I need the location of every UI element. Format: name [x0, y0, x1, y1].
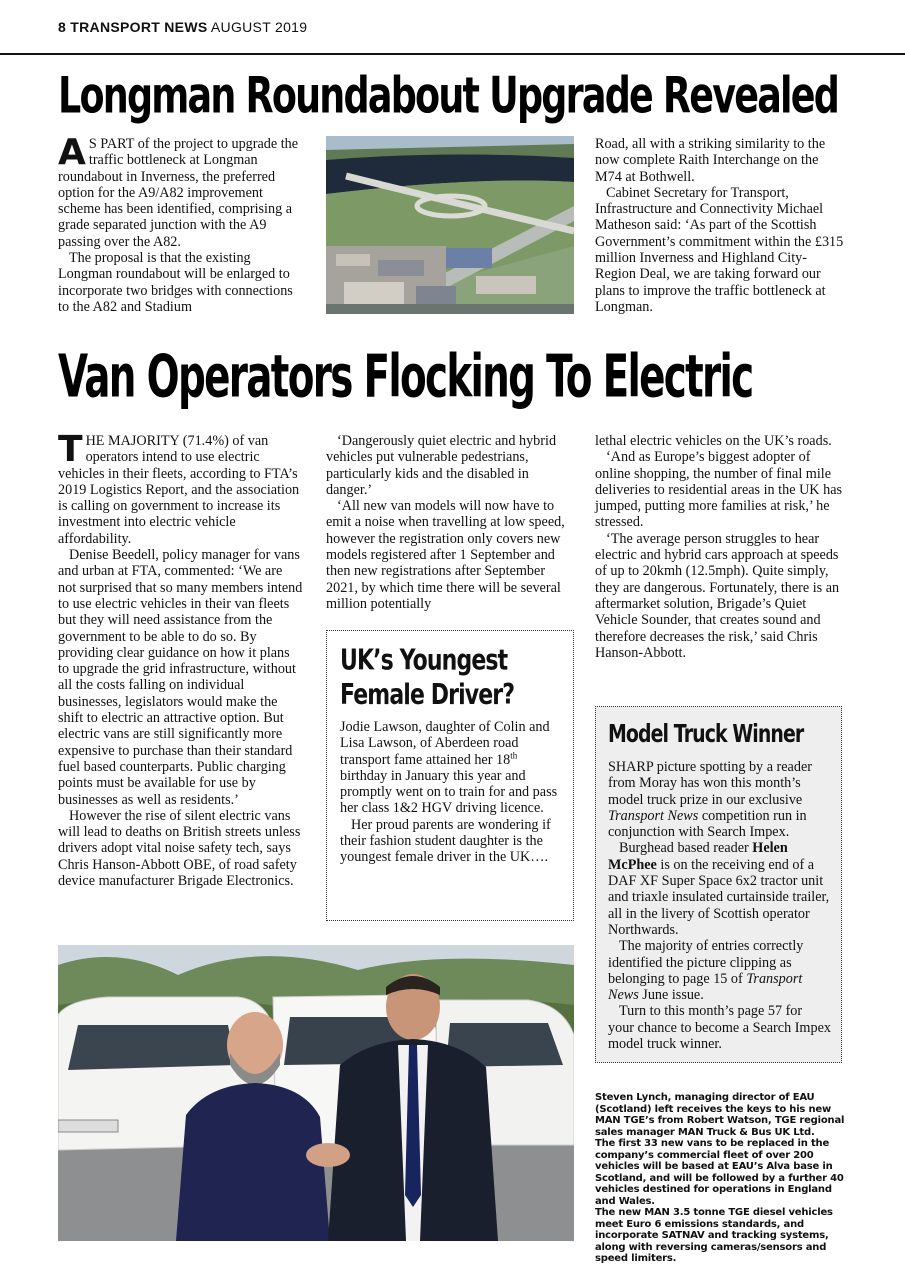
article1-paragraph: Road, all with a striking similarity to the now complete Raith Interchange on the M74 at Bothwell.	[595, 136, 826, 185]
title-line: Female Driver?	[340, 677, 515, 711]
folio-date: AUGUST 2019	[210, 19, 308, 35]
article2-paragraph: lethal electric vehicles on the UK’s roads.	[595, 433, 832, 449]
article2-paragraph: ‘And as Europe’s biggest adopter of online shopping, the number of final mile deliveries to residential areas in the UK has jumped, putting more families at risk,’ he stressed.	[595, 449, 843, 531]
article1-headline: Longman Roundabout Upgrade Revealed	[58, 66, 839, 125]
article2-paragraph: However the rise of silent electric vans will lead to deaths on British streets unless drivers adopt vital noise safety tech, says Chris Hanson-Abbott OBE, of road safety device manufacturer Brigade Electronics.	[58, 807, 301, 890]
article1-column3	[595, 136, 845, 315]
youngest-driver-paragraph: Jodie Lawson, daughter of Colin and Lisa Lawson, of Aberdeen road transport fame attained her 18th birthday in January this year and promptly went on to train for and pass her class 1&2 HGV driving licence.	[340, 719, 558, 817]
model-truck-paragraph: Turn to this month’s page 57 for your chance to become a Search Impex model truck winner.	[608, 1003, 831, 1053]
youngest-driver-title	[340, 643, 534, 712]
article2-column1	[58, 429, 303, 890]
title-line: UK’s Youngest	[340, 643, 508, 677]
article2-dropcap: T	[58, 429, 83, 470]
youngest-driver-box	[326, 630, 574, 921]
youngest-driver-paragraph: Her proud parents are wondering if their fashion student daughter is the youngest female driver in the UK….	[340, 816, 551, 866]
folio-prefix: 8 TRANSPORT NEWS	[58, 19, 208, 35]
article2-paragraph: ‘All new van models will now have to emit a noise when travelling at low speed, however the registration only covers new models registered after 1 September and then new registrations after September 2021, by which time there will be several million potentially	[326, 498, 565, 612]
article2-column3	[595, 433, 845, 661]
model-truck-paragraph: The majority of entries correctly identified the picture clipping as belonging to page 15 of Transport News June issue.	[608, 938, 804, 1004]
article1-paragraph: S PART of the project to upgrade the traffic bottleneck at Longman roundabout in Inverness, the preferred option for the A9/A82 improvement scheme has been identified, comprising a grade separated junction with the A9 passing over the A82.	[58, 136, 299, 250]
caption-line: Steven Lynch, managing director of EAU (Scotland) left receives the keys to his new MAN TGE’s from Robert Watson, TGE regional sales manager MAN Truck & Bus UK Ltd.	[595, 1092, 845, 1138]
article1-column1	[58, 132, 300, 315]
roundabout-render-image	[326, 136, 574, 314]
article2-paragraph: ‘The average person struggles to hear electric and hybrid cars approach at speeds of up to 20kmh (12.5mph). Quite simply, they are dangerous. Fortunately, there is an aftermarket solution, Brigade’s Quiet Vehicle Sounder, that creates sound and therefore decreases the risk,’ said Chris Hanson-Abbott.	[595, 530, 840, 661]
photo-caption	[595, 1092, 845, 1265]
article2-column2	[326, 433, 574, 612]
article2-paragraph: ‘Dangerously quiet electric and hybrid vehicles put vulnerable pedestrians, particularly kids and the disabled in danger.’	[326, 433, 557, 498]
van-handover-photo	[58, 945, 574, 1241]
article2-paragraph: Denise Beedell, policy manager for vans and urban at FTA, commented: ‘We are not surprised that so many members intend to use electric vehicles in their van fleets but they will need assistance from the government to be able to do so. By providing clear guidance on how it plans to upgrade the grid infrastructure, without all the costs falling on individual businesses, legislators would make the shift to electric an attractive option. But electric vans are still significantly more expensive to purchase than their standard fuel based counterparts. Public charging points must be available for use by businesses as well as residents.’	[58, 547, 303, 808]
article1-paragraph: Cabinet Secretary for Transport, Infrastructure and Connectivity Michael Matheson said: ‘As part of the Scottish Government’s commitment within the £315 million Inverness and Highland City-Region Deal, we are taking forward our plans to improve the traffic bottleneck at Longman.	[595, 184, 844, 315]
caption-line: The new MAN 3.5 tonne TGE diesel vehicles meet Euro 6 emissions standards, and incorporate SATNAV and tracking systems, along with reversing cameras/sensors and speed limiters.	[595, 1207, 833, 1264]
article2-paragraph: HE MAJORITY (71.4%) of van operators intend to use electric vehicles in their fleets, according to FTA’s 2019 Logistics Report, and the association is calling on government to increase its investment into electric vehicle affordability.	[58, 433, 300, 547]
article1-dropcap: A	[58, 132, 86, 173]
model-truck-winner-title: Model Truck Winner	[608, 719, 804, 748]
model-truck-winner-box	[595, 706, 842, 1063]
model-truck-paragraph: SHARP picture spotting by a reader from Moray has won this month’s model truck prize in our exclusive Transport News competition run in conjunction with Search Impex.	[608, 759, 812, 841]
page-folio	[58, 19, 307, 35]
article2-headline: Van Operators Flocking To Electric	[58, 342, 753, 411]
caption-line: The first 33 new vans to be replaced in the company’s commercial fleet of over 200 vehicles will be based at EAU’s Alva base in Scotland, and will be followed by a further 40 vehicles destined for operations in England and Wales.	[595, 1138, 844, 1207]
article1-paragraph: The proposal is that the existing Longman roundabout will be enlarged to incorporate two bridges with connections to the A82 and Stadium	[58, 250, 293, 315]
header-rule	[0, 53, 905, 55]
model-truck-paragraph: Burghead based reader Helen McPhee is on the receiving end of a DAF XF Super Space 6x2 tractor unit and triaxle insulated curtainside trailer, all in the livery of Scottish operator Northwards.	[608, 840, 830, 938]
